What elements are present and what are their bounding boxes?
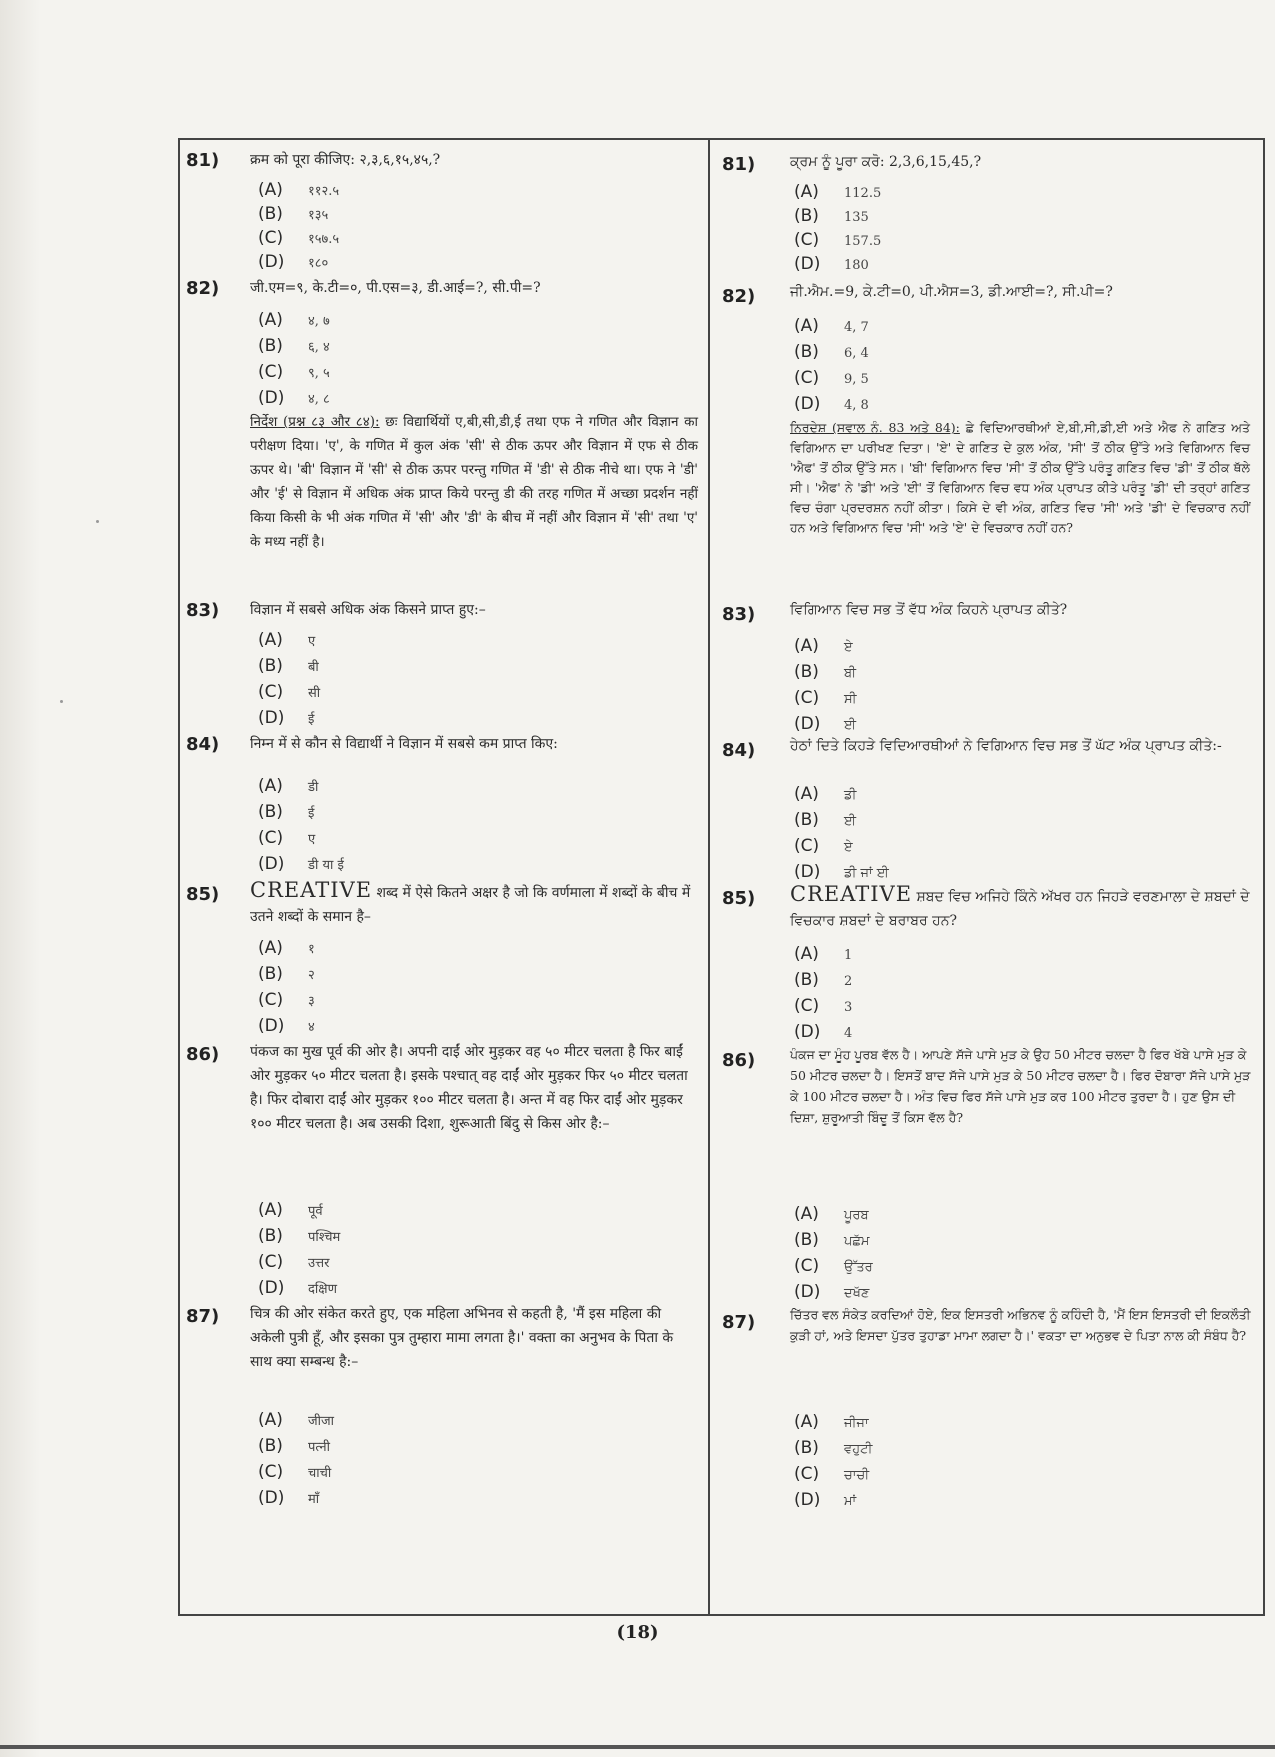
option-text: पत्नी: [308, 1440, 330, 1455]
option[interactable]: [794, 968, 852, 992]
option-label: (B): [258, 204, 283, 224]
question-stem: जी.एम=९, के.टी=०, पी.एस=३, डी.आई=?, सी.पी=?: [250, 280, 541, 296]
option-text: उत्तर: [308, 1256, 330, 1271]
option[interactable]: [258, 680, 320, 704]
option-label: (B): [258, 1436, 283, 1456]
option-text: 1: [844, 948, 853, 963]
option[interactable]: [794, 808, 856, 832]
option-text: 157.5: [844, 234, 882, 249]
option-label: (A): [258, 1200, 283, 1220]
option-text: १३५: [308, 208, 329, 223]
direction-block: [790, 418, 1250, 538]
question-stem: ਹੇਠਾਂ ਦਿਤੇ ਕਿਹੜੇ ਵਿਦਿਆਰਥੀਆਂ ਨੇ ਵਿਗਿਆਨ ਵਿਚ ਸਭ ਤੋਂ ਘੱਟ ਅੰਕ ਪ੍ਰਾਪਤ ਕੀਤੇ:-: [790, 738, 1222, 754]
option[interactable]: [794, 660, 856, 684]
scan-edge-line: [0, 1745, 1275, 1749]
option-text: 9, 5: [844, 372, 869, 387]
option-text: ਏ: [844, 840, 853, 855]
option-label: (B): [258, 1226, 283, 1246]
option[interactable]: [794, 942, 852, 966]
option-label: (D): [794, 1490, 821, 1510]
option[interactable]: [794, 1254, 873, 1278]
option-label: (C): [258, 1252, 284, 1272]
question-number: 84): [186, 734, 220, 755]
option[interactable]: [794, 392, 869, 416]
option[interactable]: [794, 860, 889, 884]
option-label: (C): [794, 836, 820, 856]
option[interactable]: [794, 712, 856, 736]
option-label: (D): [258, 1016, 285, 1036]
option-text: ਉੱਤਰ: [844, 1260, 873, 1275]
option-text: ਈ: [844, 814, 857, 829]
question-word: CREATIVE: [250, 878, 373, 902]
option[interactable]: [258, 962, 315, 986]
option-text: ४: [308, 1020, 315, 1035]
option-text: ६, ४: [308, 340, 330, 355]
option-text: ४, ८: [308, 392, 330, 407]
question-number: 86): [186, 1044, 220, 1065]
question-stem: विज्ञान में सबसे अधिक अंक किसने प्राप्त हुए:–: [250, 602, 486, 618]
option-text: सी: [308, 686, 321, 701]
question-stem: क्रम को पूरा कीजिए: २,३,६,१५,४५,?: [250, 152, 441, 168]
option-label: (B): [258, 336, 283, 356]
option[interactable]: [794, 1020, 852, 1044]
direction-text: छः विद्यार्थियों ए,बी,सी,डी,ई तथा एफ ने गणित और विज्ञान का परीक्षण दिया। 'ए', के गणित में कुल अंक 'सी' से ठीक ऊपर और विज्ञान में एफ से ठीक ऊपर थे। 'बी' विज्ञान में 'सी' से ठीक ऊपर परन्तु गणित में 'डी' से ठीक नीचे था। एफ ने 'डी' और 'ई' से विज्ञान में अधिक अंक प्राप्त किये परन्तु डी की तरह गणित में अच्छा प्रदर्शन नहीं किया किसी के भी अंक गणित में 'सी' और 'डी' के बीच में नहीं और विज्ञान में 'सी' तथा 'ए' के मध्य नहीं है।: [250, 414, 698, 550]
scan-speck: [60, 700, 63, 703]
option-label: (B): [794, 1230, 819, 1250]
option-label: (D): [258, 708, 285, 728]
option[interactable]: [794, 1228, 869, 1252]
question-word: CREATIVE: [790, 882, 913, 906]
option[interactable]: [258, 1014, 315, 1038]
option[interactable]: [258, 1460, 331, 1484]
scan-speck: [96, 520, 99, 523]
option[interactable]: [258, 386, 330, 410]
option-text: १: [308, 942, 315, 957]
option-text: ਪਛੱਮ: [844, 1234, 870, 1249]
option-label: (D): [258, 388, 285, 408]
option-label: (C): [258, 990, 284, 1010]
option[interactable]: [258, 202, 328, 226]
option-label: (C): [794, 230, 820, 250]
option-label: (A): [258, 630, 283, 650]
option-label: (C): [258, 682, 284, 702]
option[interactable]: [794, 1462, 869, 1486]
option-text: पश्चिम: [308, 1230, 341, 1245]
option-text: डी: [308, 780, 319, 795]
option[interactable]: [258, 250, 328, 274]
question-number: 87): [186, 1306, 220, 1327]
question-text: शब्द में ऐसे कितने अक्षर है जो कि वर्णमाला में शब्दों के बीच में उतने शब्दों के समान है–: [250, 885, 691, 925]
option-label: (A): [258, 938, 283, 958]
option-text: 4: [844, 1026, 853, 1041]
option-label: (A): [794, 784, 819, 804]
option-label: (C): [258, 362, 284, 382]
question-number: 84): [722, 740, 756, 761]
direction-text: ਛੇ ਵਿਦਿਆਰਥੀਆਂ ਏ,ਬੀ,ਸੀ,ਡੀ,ਈ ਅਤੇ ਐਫ ਨੇ ਗਣਿਤ ਅਤੇ ਵਿਗਿਆਨ ਦਾ ਪਰੀਖਣ ਦਿਤਾ। 'ਏ' ਦੇ ਗਣਿਤ ਦੇ ਕੁਲ ਅੰਕ, 'ਸੀ' ਤੋਂ ਠੀਕ ਉੱਤੇ ਅਤੇ ਵਿਗਿਆਨ ਵਿਚ 'ਐਫ' ਤੋਂ ਠੀਕ ਉੱਤੇ ਸਨ। 'ਬੀ' ਵਿਗਿਆਨ ਵਿਚ 'ਸੀ' ਤੋਂ ਠੀਕ ਉੱਤੇ ਪਰੰਤੂ ਗਣਿਤ ਵਿਚ 'ਡੀ' ਤੋਂ ਠੀਕ ਥੱਲੇ ਸੀ। 'ਐਫ' ਨੇ 'ਡੀ' ਅਤੇ 'ਈ' ਤੋਂ ਵਿਗਿਆਨ ਵਿਚ ਵਧ ਅੰਕ ਪ੍ਰਾਪਤ ਕੀਤੇ ਪਰੰਤੂ 'ਡੀ' ਦੀ ਤਰ੍ਹਾਂ ਗਣਿਤ ਵਿਚ ਚੰਗਾ ਪ੍ਰਦਰਸ਼ਨ ਨਹੀਂ ਕੀਤਾ। ਕਿਸੇ ਦੇ ਵੀ ਅੰਕ, ਗਣਿਤ ਵਿਚ 'ਸੀ' ਅਤੇ 'ਡੀ' ਦੇ ਵਿਚਕਾਰ ਨਹੀਂ ਹਨ ਅਤੇ ਵਿਗਿਆਨ ਵਿਚ 'ਸੀ' ਅਤੇ 'ਏ' ਦੇ ਵਿਚਕਾਰ ਨਹੀਂ ਹਨ?: [790, 420, 1250, 535]
option-text: १५७.५: [308, 232, 340, 247]
option-text: 4, 7: [844, 320, 869, 335]
option[interactable]: [258, 774, 318, 798]
option-label: (A): [794, 1412, 819, 1432]
hindi-column: [180, 140, 710, 1614]
option-label: (A): [258, 180, 283, 200]
option[interactable]: [794, 834, 853, 858]
option-label: (D): [794, 862, 821, 882]
option-label: (B): [794, 342, 819, 362]
question-stem: चित्र की ओर संकेत करते हुए, एक महिला अभिनव से कहती है, 'मैं इस महिला की अकेली पुत्री हूँ, और इसका पुत्र तुम्हारा मामा लगता है।' वक्ता का अनुभव के पिता के साथ क्या सम्बन्ध है:–: [250, 1306, 674, 1370]
question-stem: ਵਿਗਿਆਨ ਵਿਚ ਸਭ ਤੋਂ ਵੱਧ ਅੰਕ ਕਿਹਨੇ ਪ੍ਰਾਪਤ ਕੀਤੇ?: [790, 602, 1068, 618]
question-stem: निम्न में से कौन से विद्यार्थी ने विज्ञान में सबसे कम प्राप्त किए:: [250, 736, 558, 752]
page-number: (18): [616, 1622, 659, 1643]
option-label: (A): [258, 310, 283, 330]
option-label: (D): [258, 252, 285, 272]
option-text: 135: [844, 210, 869, 225]
option-text: 6, 4: [844, 346, 869, 361]
option[interactable]: [258, 706, 314, 730]
option-text: ਡੀ: [844, 788, 857, 803]
option-text: ९, ५: [308, 366, 330, 381]
option-label: (C): [794, 368, 820, 388]
option-text: ਚਾਚੀ: [844, 1468, 870, 1483]
question-number: 82): [722, 286, 756, 307]
option-label: (D): [258, 854, 285, 874]
option[interactable]: [794, 228, 881, 252]
option[interactable]: [794, 340, 869, 364]
option[interactable]: [794, 994, 852, 1018]
option[interactable]: [258, 1276, 337, 1300]
option-label: (B): [794, 206, 819, 226]
option-label: (A): [794, 182, 819, 202]
option-text: ਸੀ: [844, 692, 857, 707]
option-label: (C): [794, 1256, 820, 1276]
question-stem: [790, 882, 1252, 933]
option[interactable]: [794, 1410, 869, 1434]
option-text: ए: [308, 832, 316, 847]
option-label: (C): [258, 828, 284, 848]
scan-shadow: [0, 0, 40, 1757]
option[interactable]: [794, 1202, 869, 1226]
option[interactable]: [794, 314, 869, 338]
question-number: 85): [722, 888, 756, 909]
option-text: 3: [844, 1000, 853, 1015]
option-text: ਜੀਜਾ: [844, 1416, 869, 1431]
option-label: (A): [794, 1204, 819, 1224]
option-text: 2: [844, 974, 853, 989]
option-label: (A): [258, 1410, 283, 1430]
option[interactable]: [258, 178, 339, 202]
option-text: जीजा: [308, 1414, 335, 1429]
option[interactable]: [258, 826, 315, 850]
option-text: 4, 8: [844, 398, 869, 413]
question-stem: ਪੰਕਜ ਦਾ ਮੂੰਹ ਪੂਰਬ ਵੱਲ ਹੈ। ਆਪਣੇ ਸੱਜੇ ਪਾਸੇ ਮੁੜ ਕੇ ਉਹ 50 ਮੀਟਰ ਚਲਦਾ ਹੈ ਫਿਰ ਖੱਬੇ ਪਾਸੇ ਮੁੜ ਕੇ 50 ਮੀਟਰ ਚਲਦਾ ਹੈ। ਇਸਤੋਂ ਬਾਦ ਸੱਜੇ ਪਾਸੇ ਮੁੜ ਕੇ 50 ਮੀਟਰ ਚਲਦਾ ਹੈ। ਫਿਰ ਦੋਬਾਰਾ ਸੱਜੇ ਪਾਸੇ ਮੁੜ ਕੇ 100 ਮੀਟਰ ਚਲਦਾ ਹੈ। ਅੰਤ ਵਿਚ ਫਿਰ ਸੱਜੇ ਪਾਸੇ ਮੁੜ ਕਰ 100 ਮੀਟਰ ਤੁਰਦਾ ਹੈ। ਹੁਣ ਉਸ ਦੀ ਦਿਸ਼ਾ, ਸ਼ੁਰੂਆਤੀ ਬਿੰਦੂ ਤੋਂ ਕਿਸ ਵੱਲ ਹੈ?: [790, 1047, 1251, 1125]
question-number: 81): [722, 154, 756, 175]
option[interactable]: [794, 1488, 856, 1512]
option[interactable]: [258, 654, 319, 678]
option-label: (D): [794, 254, 821, 274]
option-label: (B): [258, 964, 283, 984]
option-text: ਏ: [844, 640, 853, 655]
option-text: ਡੀ ਜਾਂ ਈ: [844, 866, 889, 881]
option-label: (D): [794, 714, 821, 734]
option[interactable]: [258, 852, 344, 876]
option-text: पूर्व: [308, 1204, 323, 1219]
option[interactable]: [258, 1486, 319, 1510]
option-text: दक्षिण: [308, 1282, 337, 1297]
option-label: (C): [794, 996, 820, 1016]
question-sheet: [178, 138, 1265, 1616]
option-label: (B): [794, 970, 819, 990]
option-label: (B): [258, 802, 283, 822]
option[interactable]: [258, 1250, 329, 1274]
option[interactable]: [258, 226, 339, 250]
option-text: ई: [308, 806, 315, 821]
option[interactable]: [258, 628, 315, 652]
question-number: 85): [186, 884, 220, 905]
option-label: (D): [794, 394, 821, 414]
option[interactable]: [794, 1436, 872, 1460]
option-text: ए: [308, 634, 316, 649]
option-text: 112.5: [844, 186, 882, 201]
option-label: (C): [794, 688, 820, 708]
direction-block: [250, 410, 698, 554]
option[interactable]: [794, 180, 881, 204]
option-label: (D): [258, 1278, 285, 1298]
question-number: 86): [722, 1050, 756, 1071]
option[interactable]: [794, 252, 869, 276]
option-text: 180: [844, 258, 869, 273]
question-stem: ਕ੍ਰਮ ਨੂੰ ਪੂਰਾ ਕਰੋ: 2,3,6,15,45,?: [790, 154, 982, 170]
question-text: ਸ਼ਬਦ ਵਿਚ ਅਜਿਹੇ ਕਿੰਨੇ ਅੱਖਰ ਹਨ ਜਿਹੜੇ ਵਰਣਮਾਲਾ ਦੇ ਸ਼ਬਦਾਂ ਦੇ ਵਿਚਕਾਰ ਸ਼ਬਦਾਂ ਦੇ ਬਰਾਬਰ ਹਨ?: [790, 889, 1250, 929]
option-label: (A): [794, 636, 819, 656]
option[interactable]: [258, 988, 315, 1012]
question-number: 83): [722, 604, 756, 625]
option-label: (A): [794, 316, 819, 336]
option[interactable]: [794, 366, 869, 390]
option-text: ਵਹੁਟੀ: [844, 1442, 873, 1457]
option-text: १८०: [308, 256, 329, 271]
option-text: २: [308, 968, 315, 983]
question-stem: [250, 878, 698, 929]
question-number: 83): [186, 600, 220, 621]
option-text: ४, ७: [308, 314, 330, 329]
option-label: (D): [794, 1282, 821, 1302]
option-text: माँ: [308, 1492, 320, 1507]
question-number: 81): [186, 150, 220, 171]
option[interactable]: [258, 1224, 340, 1248]
direction-heading: निर्देश (प्रश्न ८३ और ८४):: [250, 414, 380, 430]
option-label: (D): [258, 1488, 285, 1508]
option[interactable]: [258, 308, 330, 332]
question-stem: ਜੀ.ਐਮ.=9, ਕੇ.ਟੀ=0, ਪੀ.ਐਸ=3, ਡੀ.ਆਈ=?, ਸੀ.ਪੀ=?: [790, 284, 1113, 300]
option[interactable]: [794, 634, 853, 658]
option-label: (B): [794, 1438, 819, 1458]
option-label: (C): [258, 228, 284, 248]
question-number: 87): [722, 1312, 756, 1333]
option-text: ਪੂਰਬ: [844, 1208, 869, 1223]
option-text: ਦਖੱਣ: [844, 1286, 870, 1301]
option[interactable]: [258, 936, 315, 960]
option[interactable]: [258, 1434, 330, 1458]
option[interactable]: [258, 360, 330, 384]
option-label: (C): [794, 1464, 820, 1484]
option[interactable]: [258, 334, 330, 358]
option-text: ई: [308, 712, 315, 727]
option-label: (B): [794, 662, 819, 682]
punjabi-column: [710, 140, 1263, 1614]
question-stem: ਚਿੱਤਰ ਵਲ ਸੰਕੇਤ ਕਰਦਿਆਂ ਹੋਏ, ਇਕ ਇਸਤਰੀ ਅਭਿਨਵ ਨੂੰ ਕਹਿੰਦੀ ਹੈ, 'ਮੈਂ ਇਸ ਇਸਤਰੀ ਦੀ ਇਕਲੌਤੀ ਕੁੜੀ ਹਾਂ, ਅਤੇ ਇਸਦਾ ਪੁੱਤਰ ਤੁਹਾਡਾ ਮਾਮਾ ਲਗਦਾ ਹੈ।' ਵਕਤਾ ਦਾ ਅਨੁਭਵ ਦੇ ਪਿਤਾ ਨਾਲ ਕੀ ਸੰਬੰਧ ਹੈ?: [790, 1307, 1251, 1343]
direction-heading: ਨਿਰਦੇਸ਼ (ਸਵਾਲ ਨੰ. 83 ਅਤੇ 84):: [790, 420, 960, 435]
option-text: बी: [308, 660, 319, 675]
option[interactable]: [258, 1198, 323, 1222]
option-text: ਮਾਂ: [844, 1494, 857, 1509]
option-label: (A): [794, 944, 819, 964]
option-text: डी या ई: [308, 858, 344, 873]
option[interactable]: [794, 204, 869, 228]
option[interactable]: [794, 782, 856, 806]
option-text: चाची: [308, 1466, 332, 1481]
option-text: ਈ: [844, 718, 857, 733]
option[interactable]: [258, 800, 314, 824]
question-number: 82): [186, 278, 220, 299]
option-text: ਬੀ: [844, 666, 857, 681]
question-stem: पंकज का मुख पूर्व की ओर है। अपनी दाईं ओर मुड़कर वह ५० मीटर चलता है फिर बाईं ओर मुड़कर ५० मीटर चलता है। इसके पश्चात् वह दाईं ओर मुड़कर फिर ५० मीटर चलता है। फिर दोबारा दाईं ओर मुड़कर १०० मीटर चलता है। अन्त में वह फिर दाईं ओर मुड़कर १०० मीटर चलता है। अब उसकी दिशा, शुरूआती बिंदु से किस ओर है:–: [250, 1044, 688, 1132]
option-text: ३: [308, 994, 315, 1009]
option-label: (B): [794, 810, 819, 830]
option[interactable]: [258, 1408, 334, 1432]
option-label: (C): [258, 1462, 284, 1482]
option[interactable]: [794, 686, 857, 710]
option-label: (B): [258, 656, 283, 676]
option-text: ११२.५: [308, 184, 340, 199]
option-label: (D): [794, 1022, 821, 1042]
option[interactable]: [794, 1280, 869, 1304]
option-label: (A): [258, 776, 283, 796]
